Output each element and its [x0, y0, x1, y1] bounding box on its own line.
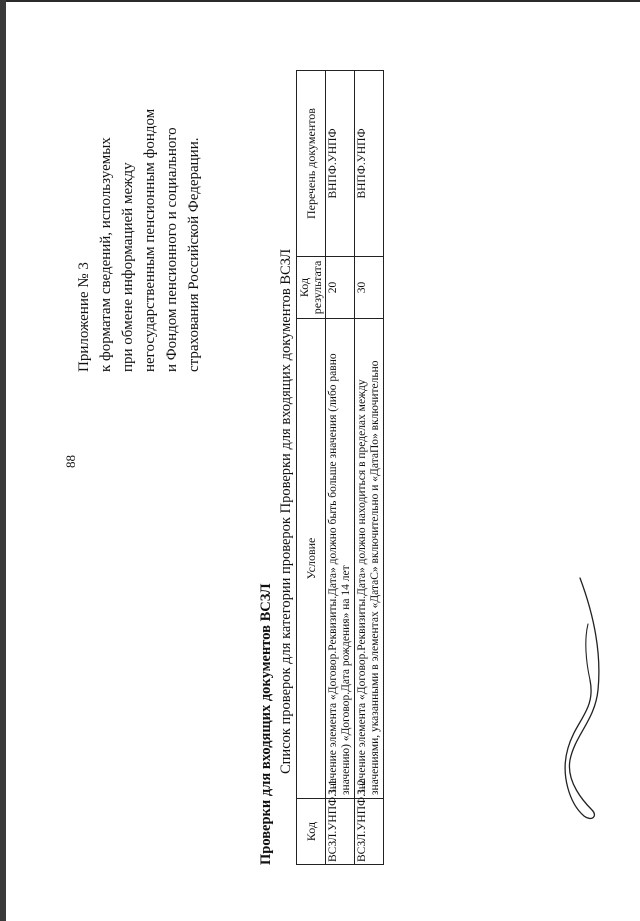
header-condition: Условие: [297, 319, 326, 799]
scan-edge-top: [0, 0, 640, 2]
handwritten-signature-icon: [540, 570, 620, 830]
table-row: [355, 71, 384, 865]
checks-table-wrapper: [296, 70, 384, 865]
table-header-row: [297, 71, 326, 865]
cell-code: ВСЗЛ.УНПФ.1.1: [326, 799, 355, 865]
cell-code: ВСЗЛ.УНПФ.1.2: [355, 799, 384, 865]
cell-condition: Значение элемента «Договор.Реквизиты.Дата» должно быть больше значения (либо равно значению) «Договор.Дата рождения» на 14 лет: [326, 319, 355, 799]
section-heading: Проверки для входящих документов ВСЗЛ: [258, 583, 274, 865]
scan-edge-left: [0, 0, 6, 921]
checks-table: [296, 70, 384, 865]
cell-documents: ВНПФ.УНПФ: [355, 71, 384, 257]
appendix-block: [73, 82, 205, 372]
page-number: 88: [63, 455, 78, 468]
cell-result-code: 30: [355, 257, 384, 319]
appendix-line: и Фондом пенсионного и социального: [164, 127, 180, 372]
cell-result-code: 20: [326, 257, 355, 319]
cell-documents: ВНПФ.УНПФ: [326, 71, 355, 257]
appendix-line: страхования Российской Федерации.: [186, 137, 202, 372]
appendix-line: негосударственным пенсионным фондом: [142, 108, 158, 372]
cell-condition: Значение элемента «Договор.Реквизиты.Дата» должно находиться в пределах между значениями, указанными в элементах «ДатаС» включительно и «ДатаПо» включительно: [355, 319, 384, 799]
header-code: Код: [297, 799, 326, 865]
header-result-code: Код результата: [297, 257, 326, 319]
table-title: Список проверок для категории проверок Проверки для входящих документов ВСЗЛ: [278, 248, 294, 774]
appendix-line: к форматам сведений, используемых: [98, 137, 114, 372]
appendix-line: Приложение № 3: [76, 262, 92, 372]
appendix-line: при обмене информацией между: [120, 162, 136, 372]
table-row: [326, 71, 355, 865]
header-documents: Перечень документов: [297, 71, 326, 257]
